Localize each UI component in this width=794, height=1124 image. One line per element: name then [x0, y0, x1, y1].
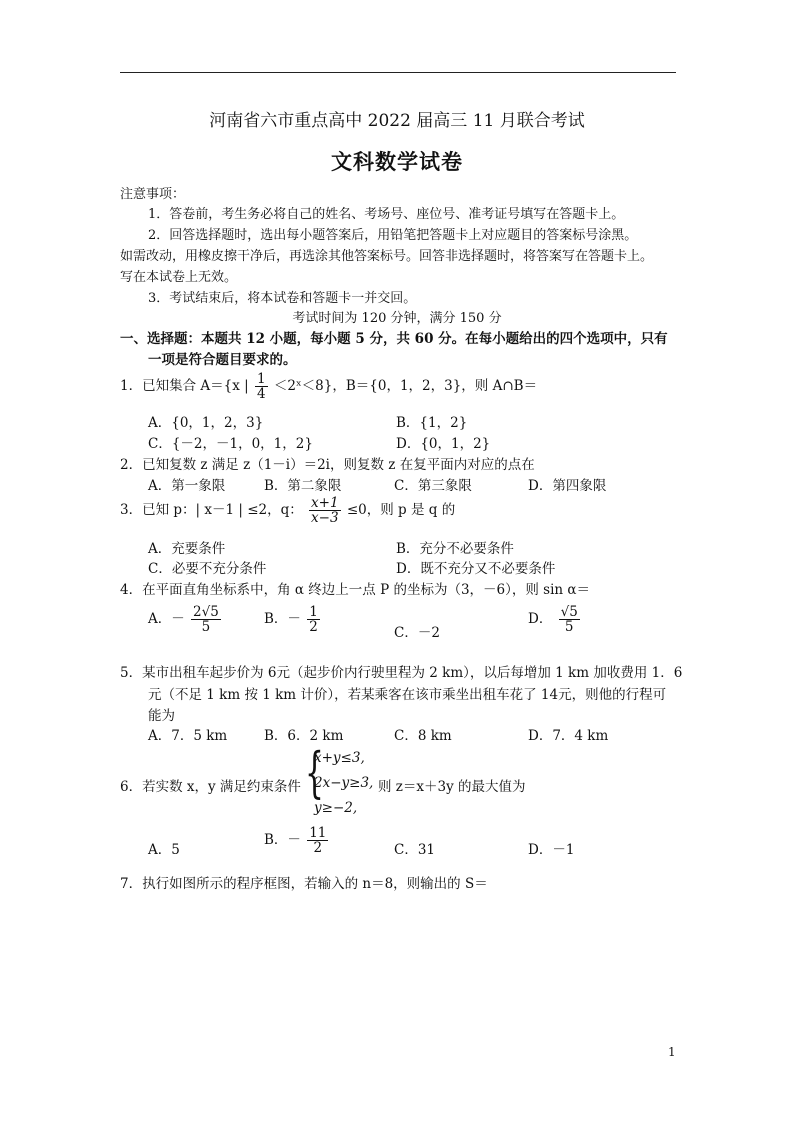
q6-b-fraction [307, 826, 328, 855]
q3-prefix: 3．已知 p：| x－1 | ≤2，q： [120, 502, 303, 519]
q6-option-a: A．5 [148, 842, 180, 858]
q4-option-d [528, 605, 582, 634]
page-number: 1 [668, 1045, 676, 1059]
q1-option-d: D．{0，1，2} [396, 436, 491, 452]
q6-option-d: D．－1 [528, 842, 575, 858]
q1-frac-num: 1 [256, 371, 266, 387]
question-6-suffix: 则 z＝x＋3y 的最大值为 [378, 779, 526, 795]
q6-b-label: B．－ [264, 832, 301, 849]
q3-frac-den: x−3 [311, 510, 339, 527]
q3-suffix: ≤0，则 p 是 q 的 [346, 502, 456, 519]
section-heading-cont: 一项是符合题目要求的。 [148, 352, 297, 368]
q4-b-den: 2 [309, 619, 318, 636]
q4-b-num: 1 [309, 604, 318, 620]
note-2-cont: 如需改动，用橡皮擦干净后，再选涂其他答案标号。回答非选择题时，将答案写在答题卡上。 [120, 249, 654, 264]
q6-brace: { [305, 741, 324, 804]
question-1-stem [120, 372, 537, 401]
q2-option-d: D．第四象限 [528, 478, 607, 494]
exam-time: 考试时间为 120 分钟，满分 150 分 [292, 311, 502, 326]
notes-heading: 注意事项： [120, 187, 186, 202]
exam-title: 河南省六市重点高中 2022 届高三 11 月联合考试 [209, 111, 585, 131]
q4-d-label: D． [528, 611, 553, 628]
q1-prefix: 1．已知集合 A＝{x | [120, 378, 249, 395]
q1-option-b: B．{1，2} [396, 415, 468, 431]
question-6-prefix: 6．若实数 x，y 满足约束条件 [120, 779, 301, 795]
q4-d-den: 5 [564, 619, 574, 636]
q5-option-b: B．6．2 km [264, 728, 344, 744]
q4-a-fraction [191, 605, 221, 634]
q4-b-fraction [307, 605, 320, 634]
q2-option-c: C．第三象限 [394, 478, 472, 494]
q6-constraint-3: y≥−2, [314, 800, 358, 816]
q4-a-den: 5 [201, 619, 211, 636]
q6-option-c: C．31 [394, 842, 436, 858]
question-2-stem: 2．已知复数 z 满足 z（1－i）＝2i，则复数 z 在复平面内对应的点在 [120, 457, 535, 473]
q4-option-b [264, 605, 322, 634]
question-5-stem-1: 5．某市出租车起步价为 6元（起步价内行驶里程为 2 km），以后每增加 1 km 加收费用 1．6 [120, 665, 683, 681]
q4-d-num: √5 [560, 604, 578, 620]
q3-fraction [309, 496, 341, 525]
note-2: 2．回答选择题时，选出每小题答案后，用铅笔把答题卡上对应题目的答案标号涂黑。 [148, 228, 638, 243]
q1-option-c: C．{－2，－1，0，1，2} [148, 436, 313, 452]
q6-b-den: 2 [313, 840, 323, 857]
question-3-stem [120, 496, 455, 525]
q6-constraint-1: x+y≤3, [314, 750, 365, 766]
question-5-stem-2: 元（不足 1 km 按 1 km 计价），若某乘客在该市乘坐出租车花了 14元，则他的行程可 [148, 687, 667, 703]
q5-option-c: C．8 km [394, 728, 452, 744]
question-7-stem: 7．执行如图所示的程序框图，若输入的 n＝8，则输出的 S＝ [120, 876, 488, 892]
q1-suffix: ＜2ˣ＜8}，B＝{0，1，2，3}，则 A∩B＝ [273, 378, 538, 395]
q3-frac-num: x+1 [311, 495, 339, 511]
q3-option-b: B．充分不必要条件 [396, 541, 514, 557]
q4-b-label: B．－ [264, 611, 301, 628]
q2-option-a: A．第一象限 [148, 478, 226, 494]
q6-constraint-2: 2x−y≥3, [314, 775, 374, 791]
q3-option-c: C．必要不充分条件 [148, 561, 267, 577]
q1-fraction [255, 372, 268, 401]
q2-option-b: B．第二象限 [264, 478, 342, 494]
header-rule [120, 72, 676, 73]
exam-subtitle: 文科数学试卷 [331, 149, 463, 174]
q4-a-num: 2√5 [193, 604, 219, 620]
q6-b-num: 11 [309, 825, 327, 841]
note-3: 3．考试结束后，将本试卷和答题卡一并交回。 [148, 291, 417, 306]
q6-option-b [264, 826, 330, 855]
q4-d-fraction [559, 605, 580, 634]
q5-option-a: A．7．5 km [148, 728, 228, 744]
q4-option-c: C．－2 [394, 625, 440, 641]
note-2-cont2: 写在本试卷上无效。 [120, 270, 238, 285]
q4-option-a [148, 605, 223, 634]
question-4-stem: 4．在平面直角坐标系中，角 α 终边上一点 P 的坐标为（3，－6），则 sin α＝ [120, 582, 591, 598]
q1-option-a: A．{0，1，2，3} [148, 415, 264, 431]
note-1: 1．答卷前，考生务必将自己的姓名、考场号、座位号、准考证号填写在答题卡上。 [148, 207, 625, 222]
q3-option-d: D．既不充分又不必要条件 [396, 561, 556, 577]
q5-option-d: D．7．4 km [528, 728, 609, 744]
question-5-stem-3: 能为 [148, 708, 175, 724]
q1-frac-den: 4 [256, 386, 266, 403]
q4-a-label: A．－ [148, 611, 185, 628]
section-heading: 一、选择题：本题共 12 小题，每小题 5 分，共 60 分。在每小题给出的四个选项中，只有 [120, 331, 668, 347]
q3-option-a: A．充要条件 [148, 541, 226, 557]
